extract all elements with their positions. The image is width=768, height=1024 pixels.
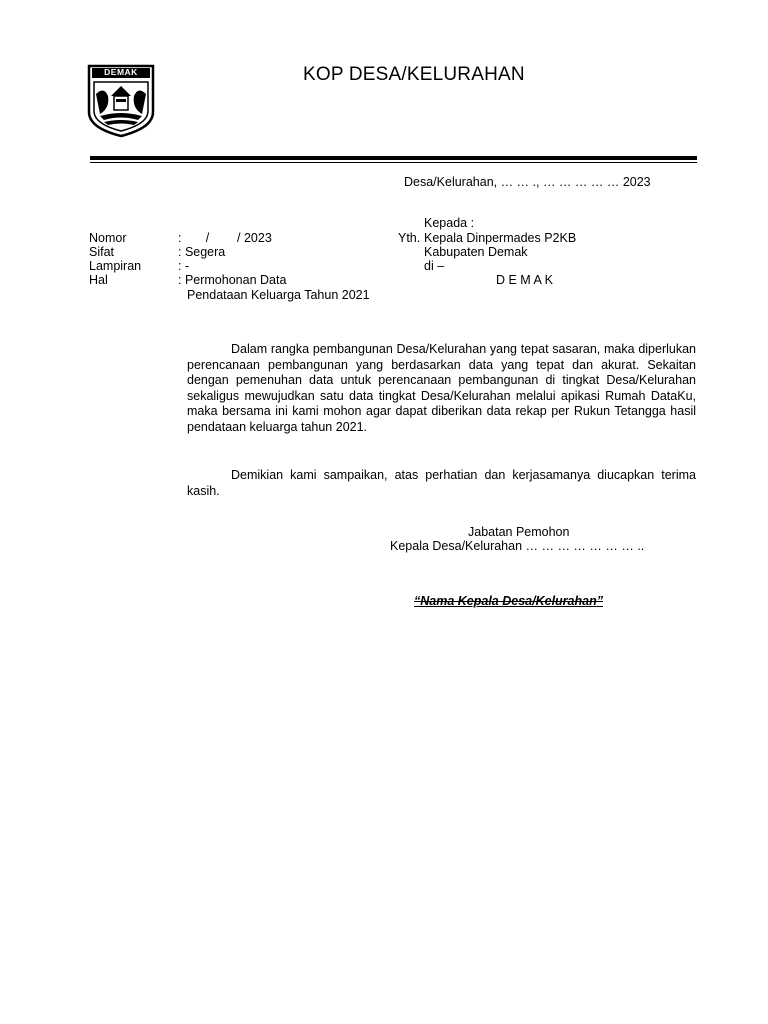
place-date: Desa/Kelurahan, … … ., … … … … … 2023 (404, 175, 651, 189)
nomor-value: : / / 2023 (178, 231, 272, 245)
body-paragraph-2: Demikian kami sampaikan, atas perhatian dan kerjasamanya diucapkan terima kasih. (187, 468, 696, 498)
letterhead-title: KOP DESA/KELURAHAN (303, 64, 525, 85)
hal-value-2: Pendataan Keluarga Tahun 2021 (187, 288, 370, 302)
recipient-line-1: Kepala Dinpermades P2KB (424, 231, 577, 245)
logo-text: DEMAK (104, 67, 138, 77)
recipient-line-4: D E M A K (496, 273, 553, 287)
recipient-yth: Yth. (398, 231, 421, 245)
lampiran-label: Lampiran (89, 259, 142, 273)
hal-value-1: : Permohonan Data (178, 273, 287, 287)
letterhead-rule-thin (90, 162, 697, 163)
letterhead-rule-thick (90, 156, 697, 160)
demak-logo (86, 64, 156, 138)
recipient-line-3: di – (424, 259, 445, 273)
signature-title: Jabatan Pemohon (468, 525, 570, 539)
recipient-kepada: Kepada : (424, 216, 475, 230)
signature-position: Kepala Desa/Kelurahan … … … … … … … .. (390, 539, 645, 553)
sifat-label: Sifat (89, 245, 115, 259)
recipient-line-2: Kabupaten Demak (424, 245, 528, 259)
signature-name: “Nama Kepala Desa/Kelurahan” (414, 594, 603, 608)
body-paragraph-1: Dalam rangka pembangunan Desa/Kelurahan yang tepat sasaran, maka diperlukan perencanaan pembangunan yang berdasarkan data yang tepat dan akurat. Sekaitan dengan pemenuhan data untuk perencanaan pembangunan di tingkat Desa/Kelurahan sekaligus mewujudkan satu data tingkat Desa/Kelurahan melalui apikasi Rumah DataKu, maka bersama ini kami mohon agar dapat diberikan data rekap per Rukun Tetangga hasil pendataan keluarga tahun 2021. (187, 342, 696, 434)
sifat-value: : Segera (178, 245, 226, 259)
lampiran-value: : - (178, 259, 190, 273)
nomor-label: Nomor (89, 231, 127, 245)
hal-label: Hal (89, 273, 108, 287)
